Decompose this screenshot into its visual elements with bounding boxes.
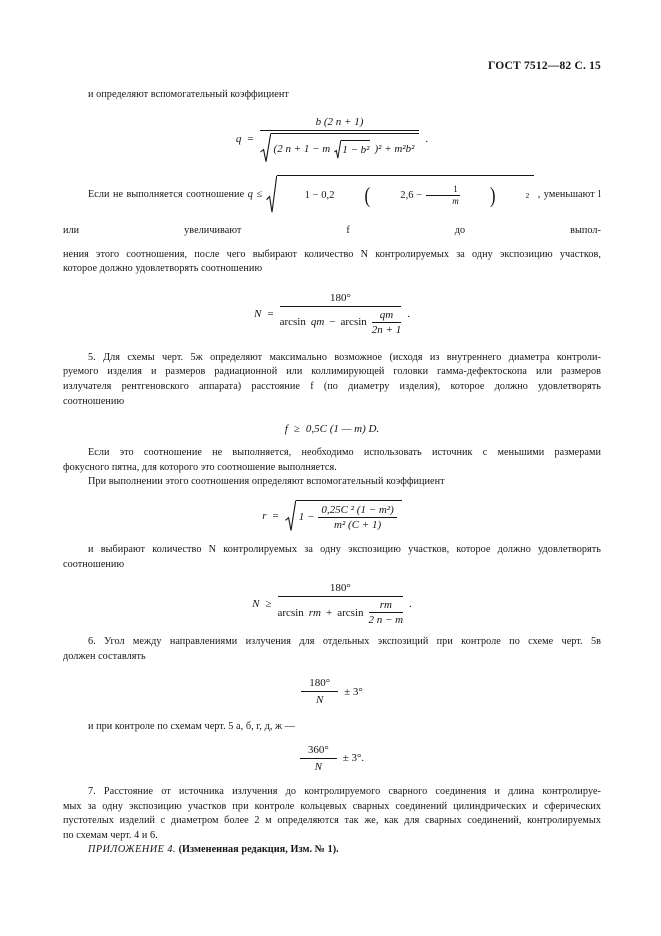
inner-radicand: 1 − b² xyxy=(341,140,370,159)
radicand-pre: 1 − xyxy=(298,511,315,524)
greater-equal-sign: ≥ xyxy=(265,598,272,611)
formula-f xyxy=(63,423,601,435)
paragraph-line: по схемам черт. 4 и 6. xyxy=(63,829,158,841)
paragraph-line xyxy=(63,175,601,248)
paragraph-line: руемого изделия и размеров радиационной или коллимирующей головки гамма-дефектоскопа или размеров xyxy=(63,366,601,378)
radicand-pre: 1 − 0,2 xyxy=(304,189,335,201)
fraction xyxy=(318,504,396,531)
radicand xyxy=(296,500,402,532)
numerator: rm xyxy=(369,599,404,613)
appendix-title: ПРИЛОЖЕНИЕ 4. xyxy=(88,844,176,856)
paragraph-line: При выполнении этого соотношения определяют вспомогательный коэффициент xyxy=(88,476,445,488)
denominator: N xyxy=(315,694,324,707)
condition-text-pre: Если не выполняется соотношение xyxy=(88,188,245,200)
formula-N2 xyxy=(63,582,601,626)
arcsin-label: arcsin xyxy=(340,316,367,329)
radical-sign-icon xyxy=(285,500,296,532)
formula-r xyxy=(63,500,601,532)
formula-N1-period: . xyxy=(407,307,410,320)
formula-N2-lhs: N xyxy=(252,598,260,611)
paragraph-line: должен составлять xyxy=(63,650,146,662)
paragraph-line: мых за одну экспозицию участков при контроле кольцевых сварных соединений цилиндрических и сферических xyxy=(63,800,601,812)
numerator: 180° xyxy=(278,582,404,597)
fraction xyxy=(278,582,404,626)
appendix-note: (Измененная редакция, Изм. № 1). xyxy=(178,844,339,856)
radical-sign-icon xyxy=(334,140,341,159)
paragraph-line: и выбирают количество N контролируемых за одну экспозицию участков, которое должно удовлетворять xyxy=(88,543,601,555)
arcsin-label: arcsin xyxy=(337,606,364,619)
formula-N2-period: . xyxy=(409,598,412,611)
formula-f-expression: 0,5C (1 — m) D. xyxy=(305,423,380,436)
paragraph-line: 7. Расстояние от источника излучения до контролируемого сварного соединения и длина контролируе- xyxy=(88,785,601,797)
denominator: 2 n − m xyxy=(368,614,404,627)
denominator: N xyxy=(314,760,322,773)
formula-q-lhs: q xyxy=(235,133,242,146)
numerator: 1 xyxy=(426,184,460,196)
arcsin-label: arcsin xyxy=(277,606,304,619)
denominator: m² (C + 1) xyxy=(334,518,382,531)
paragraph-line: фокусного пятна, для которого это соотношение выполняется. xyxy=(63,461,337,473)
paragraph-line: и при контроле по схемам черт. 5 а, б, г, д, ж — xyxy=(88,721,296,733)
paragraph-line: пустотелых изделий с диаметром более 2 м определяются так же, как для сварных соединений, контролируемых xyxy=(63,815,601,827)
paragraph-line: соотношению xyxy=(63,558,125,570)
fraction xyxy=(280,292,402,336)
variable: qm xyxy=(310,316,325,329)
sub-fraction xyxy=(372,309,401,336)
numerator: qm xyxy=(372,309,401,323)
paragraph-line: 6. Угол между направлениями излучения для отдельных экспозиций при контроле по схеме черт. 5в xyxy=(88,636,601,648)
inner-radical xyxy=(334,140,370,159)
equals-sign: = xyxy=(247,133,254,146)
plus-sign: + xyxy=(326,606,333,619)
open-paren: ( xyxy=(364,183,371,208)
radical xyxy=(260,133,420,163)
radical-sign-icon xyxy=(266,175,277,214)
fraction xyxy=(260,116,420,163)
denominator: m xyxy=(452,196,459,207)
formula-r-lhs: r xyxy=(262,509,267,522)
condition-var: q xyxy=(247,188,253,200)
numerator: b (2 n + 1) xyxy=(260,116,420,131)
formula-N1 xyxy=(63,292,601,336)
inline-fraction xyxy=(426,184,460,207)
equals-sign: = xyxy=(272,509,279,522)
inner-expression: 2,6 − xyxy=(400,189,423,201)
paragraph-line: излучателя рентгеновского аппарата) расстояние f (по диаметру изделия), которое должно удовлетворять xyxy=(63,380,601,392)
numerator: 0,25C ² (1 − m²) xyxy=(318,504,396,518)
formula-f-lhs: f xyxy=(284,423,288,436)
sub-fraction xyxy=(369,599,404,626)
denominator xyxy=(260,131,420,163)
radicand-pre: (2 n + 1 − m xyxy=(273,143,331,156)
less-equal-sign: ≤ xyxy=(256,188,263,200)
radicand-post: )² + m²b² xyxy=(374,143,415,156)
numerator: 180° xyxy=(301,677,338,692)
paragraph-line: Если это соотношение не выполняется, необходимо использовать источник с меньшими размерами xyxy=(88,447,601,459)
formula-N1-lhs: N xyxy=(254,307,262,320)
page-header: ГОСТ 7512—82 С. 15 xyxy=(488,60,601,72)
paragraph-line: 5. Для схемы черт. 5ж определяют максимально возможное (исходя из внутреннего диаметра контроли- xyxy=(88,351,601,363)
minus-sign: − xyxy=(329,316,336,329)
inline-radical xyxy=(266,175,535,214)
paragraph-line: нения этого соотношения, после чего выбирают количество N контролируемых за одну экспозицию участков, xyxy=(63,248,601,260)
close-paren: ) xyxy=(489,183,496,208)
arcsin-label: arcsin xyxy=(279,316,306,329)
appendix-reference xyxy=(63,843,601,858)
formula-angle-1 xyxy=(63,677,601,706)
equals-sign: = xyxy=(267,307,274,320)
formula-q xyxy=(63,116,601,163)
exponent: 2 xyxy=(525,190,530,200)
condition-text-post: , уменьшают l или увеличивают f до выпол- xyxy=(63,188,601,236)
greater-equal-sign: ≥ xyxy=(293,423,300,436)
fraction xyxy=(301,677,338,706)
paragraph-line: соотношению xyxy=(63,395,125,407)
denominator xyxy=(280,307,402,336)
denominator xyxy=(278,597,404,626)
inline-radicand xyxy=(277,175,535,214)
formula-q-period: . xyxy=(425,133,429,146)
plus-minus-term: ± 3°. xyxy=(342,752,365,765)
denominator: 2n + 1 xyxy=(371,323,402,336)
numerator: 180° xyxy=(280,292,402,307)
radical-sign-icon xyxy=(260,133,271,163)
plus-minus-term: ± 3° xyxy=(344,685,363,698)
radicand xyxy=(271,133,420,163)
formula-angle-2 xyxy=(63,744,601,773)
paragraph-line: которое должно удовлетворять соотношению xyxy=(63,263,263,275)
fraction xyxy=(300,744,337,773)
numerator: 360° xyxy=(300,744,337,759)
radical xyxy=(285,500,402,532)
intro-text: и определяют вспомогательный коэффициент xyxy=(88,89,289,100)
variable: rm xyxy=(308,606,322,619)
